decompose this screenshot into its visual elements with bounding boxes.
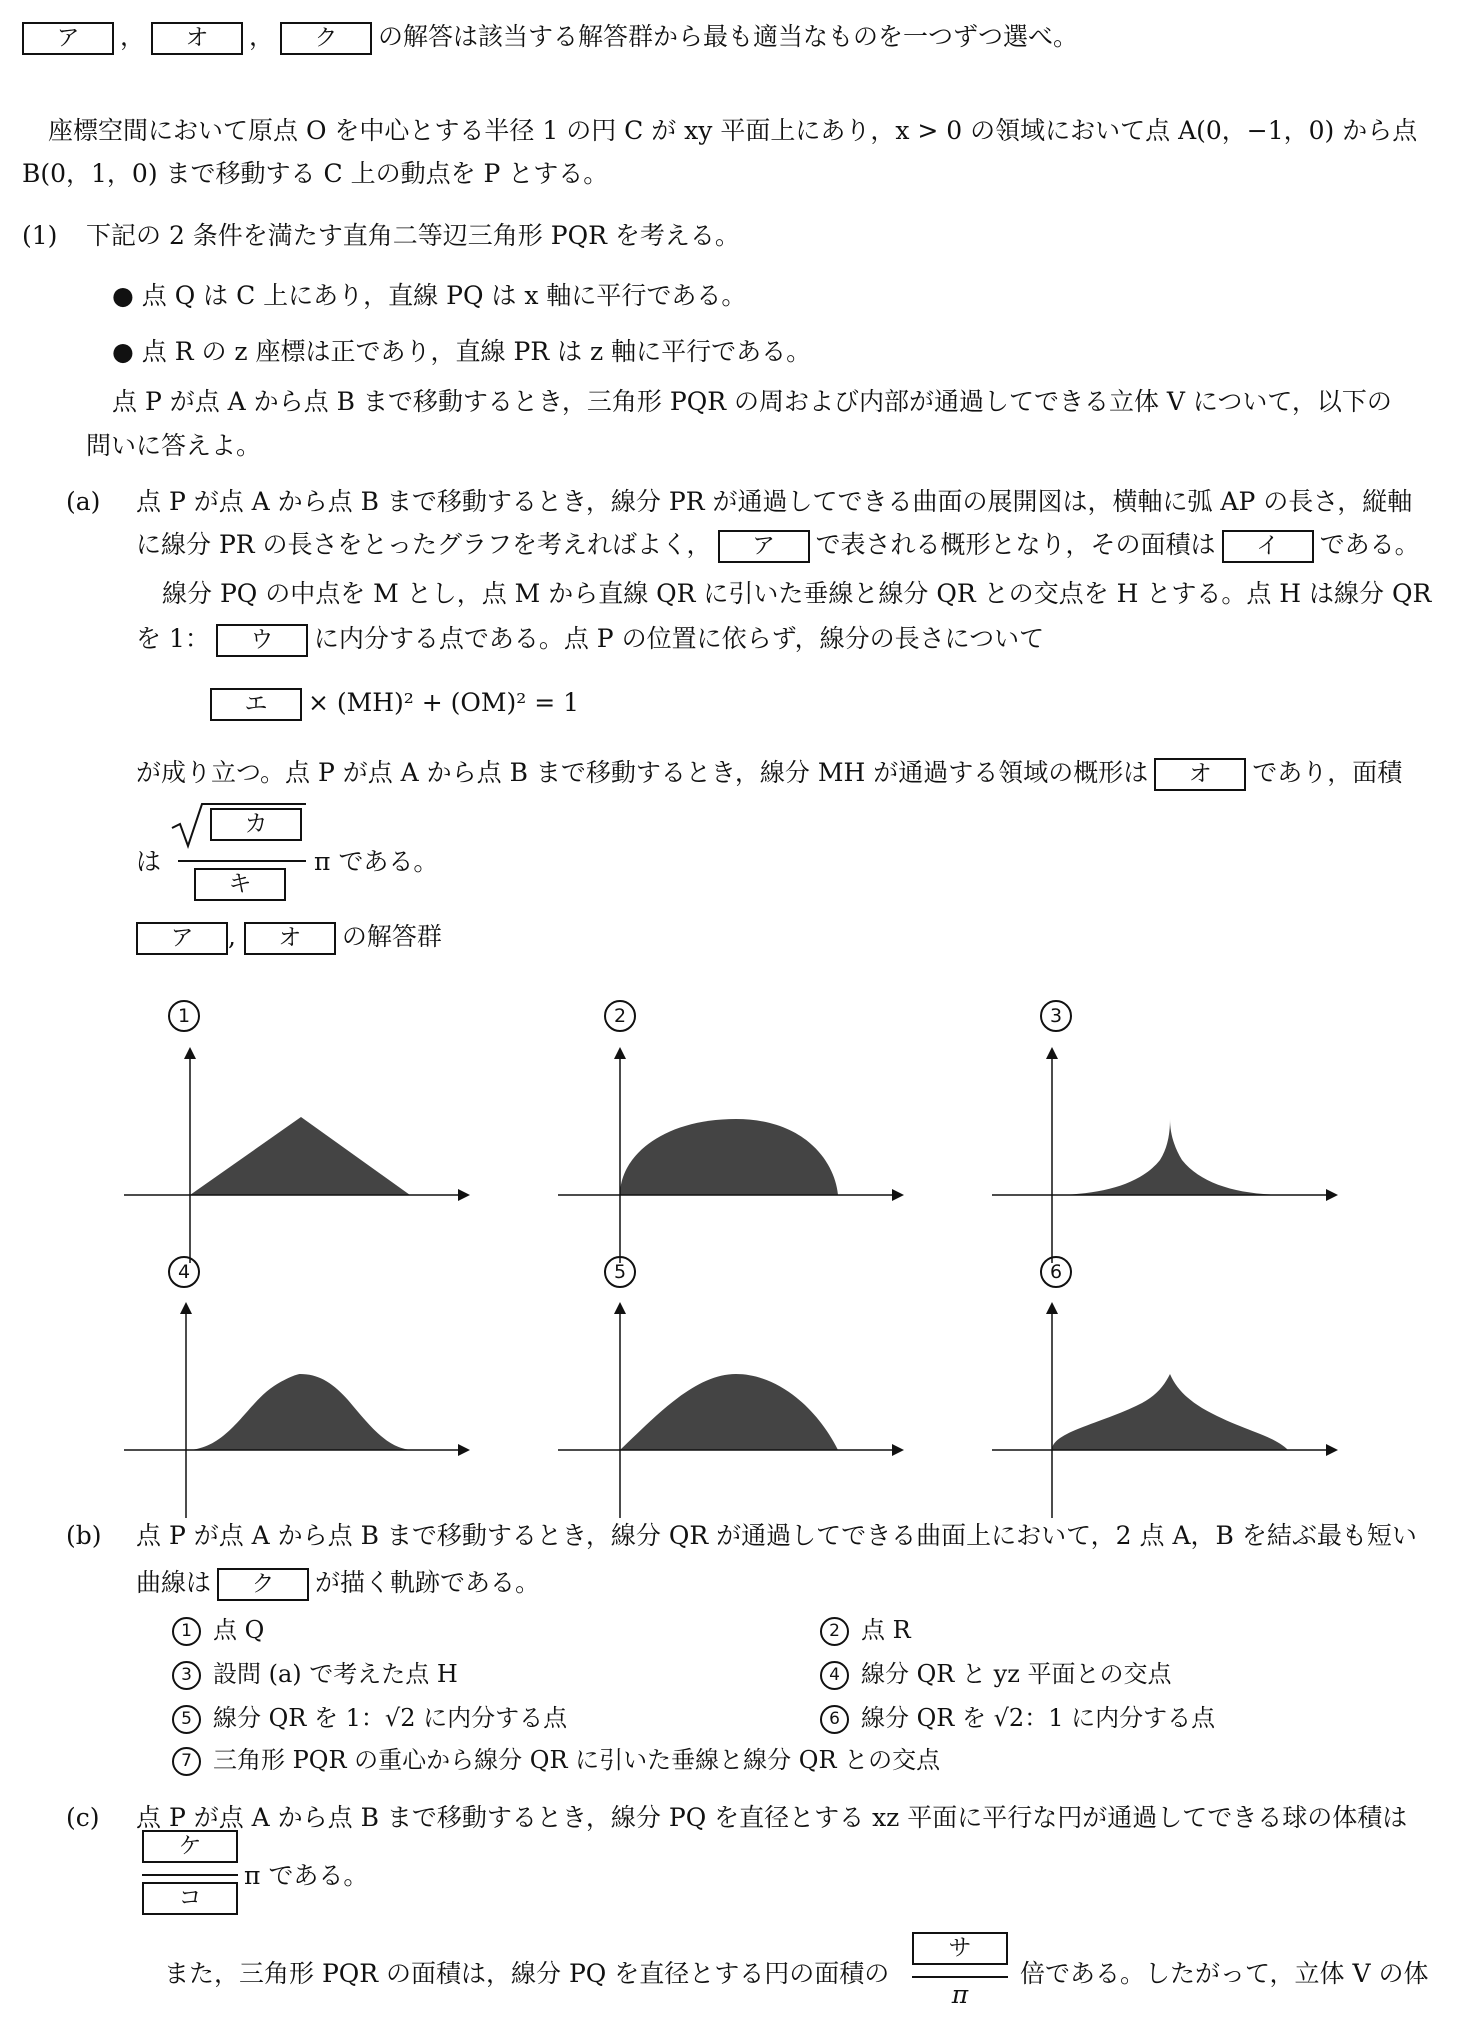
answer-box-ku: ク — [280, 22, 372, 55]
qa-line-2: に線分 PR の長さをとったグラフを考えればよく， ア で表される概形となり，その面積は イ である。 — [136, 530, 1420, 563]
answer-box-a-inline: ア — [718, 530, 810, 563]
answer-box-ko: コ — [142, 1882, 238, 1915]
triangle-graph-icon — [118, 1045, 498, 1275]
qb-option-5: 5 線分 QR を 1：√2 に内分する点 — [172, 1704, 567, 1734]
choice-graph-6 — [990, 1300, 1370, 1530]
pi-denominator: π — [951, 1980, 969, 2009]
qa-line-3: 線分 PQ の中点を M とし，点 M から直線 QR に引いた垂線と線分 QR との交点を H とする。点 H は線分 QR — [162, 579, 1432, 608]
qc-line-1: 点 P が点 A から点 B まで移動するとき，線分 PQ を直径とする xz 平面に平行な円が通過してできる球の体積は — [136, 1803, 1408, 1832]
q1-bullet-2: ● 点 R の z 座標は正であり，直線 PR は z 軸に平行である。 — [112, 337, 812, 366]
answer-box-sa: サ — [912, 1932, 1008, 1965]
qb-line-2: 曲線は ク が描く軌跡である。 — [136, 1568, 540, 1601]
instruction-text: の解答は該当する解答群から最も適当なものを一つずつ選べ。 — [378, 21, 1079, 51]
choice-number-4: 4 — [168, 1256, 200, 1288]
answer-box-ku-inline: ク — [217, 1568, 309, 1601]
qa-line-6-suffix: π である。 — [314, 847, 439, 876]
dome-graph-icon — [554, 1045, 934, 1275]
qa-line-1: 点 P が点 A から点 B まで移動するとき，線分 PR が通過してできる曲面の展開図は，横軸に弧 AP の長さ，縦軸 — [136, 487, 1413, 516]
qb-line-1: 点 P が点 A から点 B まで移動するとき，線分 QR が通過してできる曲面上において，2 点 A，B を結ぶ最も短い — [136, 1521, 1417, 1550]
qa-number: (a) — [66, 487, 101, 516]
choice-number-1: 1 — [168, 1000, 200, 1032]
header-instruction: ア ， オ ， ク の解答は該当する解答群から最も適当なものを一つずつ選べ。 — [22, 22, 1078, 55]
answer-box-o-inline: オ — [1154, 758, 1246, 791]
q1-lead-2: 問いに答えよ。 — [86, 431, 262, 460]
answer-box-i: イ — [1222, 530, 1314, 563]
choice-graph-2 — [554, 1045, 934, 1275]
qa-line-6-prefix: は — [136, 847, 162, 876]
answer-box-o: オ — [151, 22, 243, 55]
q1-bullet-1: ● 点 Q は C 上にあり，直線 PQ は x 軸に平行である。 — [112, 281, 747, 310]
qa-equation: エ × (MH)² + (OM)² = 1 — [210, 688, 579, 721]
peak-graph-icon — [990, 1300, 1370, 1530]
qc-line-3-prefix: また，三角形 PQR の面積は，線分 PQ を直径とする円の面積の — [164, 1959, 890, 1988]
intro-line-1: 座標空間において原点 O を中心とする半径 1 の円 C が xy 平面上にあり，x > 0 の領域において点 A(0，−1，0) から点 — [48, 116, 1418, 145]
qa-line-4: を 1： ウ に内分する点である。点 P の位置に依らず，線分の長さについて — [136, 624, 1044, 657]
qb-option-1: 1 点 Q — [172, 1616, 264, 1646]
qc-number: (c) — [66, 1803, 100, 1832]
choice-graph-1 — [118, 1045, 498, 1275]
choice-graph-3 — [990, 1045, 1370, 1275]
q1-lead-1: 点 P が点 A から点 B まで移動するとき，三角形 PQR の周および内部が通過してできる立体 V について，以下の — [112, 387, 1392, 416]
q1-text: 下記の 2 条件を満たす直角二等辺三角形 PQR を考える。 — [86, 221, 740, 250]
choice-graph-5 — [554, 1300, 934, 1530]
bell-graph-icon — [118, 1300, 498, 1530]
choice-number-5: 5 — [604, 1256, 636, 1288]
answer-box-u: ウ — [216, 624, 308, 657]
choice-number-2: 2 — [604, 1000, 636, 1032]
qb-option-3: 3 設問 (a) で考えた点 H — [172, 1660, 458, 1690]
answer-box-ka: カ — [210, 808, 302, 841]
answer-box-a-group: ア — [136, 922, 228, 955]
qc-line-3-suffix: 倍である。したがって，立体 V の体 — [1020, 1959, 1429, 1988]
answer-box-o-group: オ — [244, 922, 336, 955]
qb-option-4: 4 線分 QR と yz 平面との交点 — [820, 1660, 1171, 1690]
hump-graph-icon — [554, 1300, 934, 1530]
qc-line-2: π である。 — [244, 1861, 369, 1890]
qb-number: (b) — [66, 1521, 102, 1550]
answer-box-a: ア — [22, 22, 114, 55]
answer-box-e: エ — [210, 688, 302, 721]
qb-option-6: 6 線分 QR を √2：1 に内分する点 — [820, 1704, 1215, 1734]
intro-line-2: B(0，1，0) まで移動する C 上の動点を P とする。 — [22, 159, 609, 188]
answer-box-ke: ケ — [142, 1830, 238, 1863]
q1-number: (1) — [22, 221, 58, 250]
choice-number-3: 3 — [1040, 1000, 1072, 1032]
qb-option-2: 2 点 R — [820, 1616, 911, 1646]
cusp-graph-icon — [990, 1045, 1370, 1275]
answer-box-ki: キ — [194, 868, 286, 901]
qb-option-7: 7 三角形 PQR の重心から線分 QR に引いた垂線と線分 QR との交点 — [172, 1746, 940, 1776]
choice-number-6: 6 — [1040, 1256, 1072, 1288]
choice-graph-4 — [118, 1300, 498, 1530]
qa-line-5: が成り立つ。点 P が点 A から点 B まで移動するとき，線分 MH が通過する領域の概形は オ であり，面積 — [136, 758, 1402, 791]
qa-choice-group-label: ア , オ の解答群 — [136, 922, 442, 955]
